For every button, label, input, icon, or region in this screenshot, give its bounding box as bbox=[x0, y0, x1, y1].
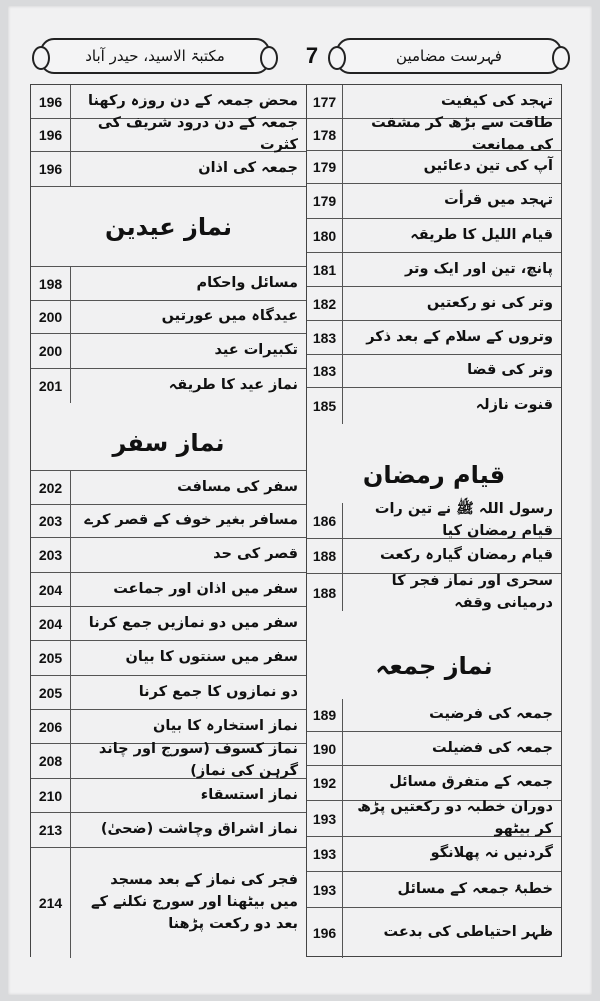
toc-entry-title: سفر میں دو نمازیں جمع کرنا bbox=[88, 614, 298, 631]
toc-entry bbox=[31, 152, 306, 187]
toc-left-column bbox=[30, 84, 306, 957]
toc-page-number: 189 bbox=[307, 699, 343, 731]
toc-page-number: 185 bbox=[307, 388, 343, 424]
toc-page-number: 183 bbox=[307, 321, 343, 354]
toc-entry-title: رسول اللہ ﷺ نے تین رات قیام رمضان کیا bbox=[374, 500, 553, 539]
toc-entry-title: نماز استخارہ کا بیان bbox=[152, 717, 298, 734]
toc-entry-title: قنوت نازلہ bbox=[475, 397, 553, 414]
toc-entry-title: فجر کی نماز کے بعد مسجد میں بیٹھنا اور سورج نکلنے کے بعد دو رکعت پڑھنا bbox=[90, 872, 298, 932]
toc-entry bbox=[31, 779, 306, 813]
toc-page-number: 202 bbox=[31, 471, 71, 504]
toc-page-number: 208 bbox=[31, 744, 71, 778]
toc-entry bbox=[307, 908, 561, 958]
toc-entry bbox=[31, 676, 306, 710]
toc-entry bbox=[307, 219, 561, 253]
toc-page-number: 183 bbox=[307, 355, 343, 387]
toc-page-number: 214 bbox=[31, 848, 71, 958]
toc-entry-title: ظہر احتیاطی کی بدعت bbox=[383, 924, 553, 941]
section-label: فہرست مضامین bbox=[396, 47, 502, 65]
toc-entry bbox=[31, 607, 306, 641]
toc-page-number: 192 bbox=[307, 766, 343, 800]
toc-entry-title: وتر کی نو رکعتیں bbox=[426, 294, 553, 311]
toc-entry bbox=[307, 355, 561, 388]
toc-entry-title: وتروں کے سلام کے بعد ذکر bbox=[366, 328, 553, 345]
toc-page-number: 182 bbox=[307, 287, 343, 320]
toc-entry bbox=[31, 741, 306, 779]
toc-entry bbox=[307, 798, 561, 837]
toc-page-number: 196 bbox=[307, 908, 343, 958]
section-heading: قیام رمضان bbox=[362, 461, 506, 489]
toc-entry bbox=[31, 301, 306, 334]
toc-entry bbox=[31, 848, 306, 958]
section-heading: نماز جمعہ bbox=[375, 652, 493, 680]
toc-entry-title: جمعہ کے متفرق مسائل bbox=[389, 774, 553, 791]
toc-page-number: 188 bbox=[307, 539, 343, 573]
toc-entry bbox=[307, 766, 561, 801]
toc-page-number: 188 bbox=[307, 574, 343, 611]
toc-page-number: 204 bbox=[31, 573, 71, 606]
toc-page-number: 179 bbox=[307, 184, 343, 218]
toc-entry-title: سفر میں سنتوں کا بیان bbox=[125, 649, 298, 666]
toc-page-number: 201 bbox=[31, 369, 71, 403]
toc-entry-title: گردنیں نہ پھلانگو bbox=[430, 845, 553, 862]
toc-entry bbox=[307, 837, 561, 872]
publisher-label: مکتبۃ الاسید، حیدر آباد bbox=[85, 47, 225, 65]
toc-entry bbox=[31, 573, 306, 607]
toc-page-number: 210 bbox=[31, 779, 71, 812]
toc-entry-title: تہجد میں قرأت bbox=[444, 192, 553, 209]
toc-entry bbox=[31, 471, 306, 505]
section-heading: نماز سفر bbox=[31, 415, 306, 471]
toc-entry bbox=[31, 115, 306, 153]
toc-page-number: 205 bbox=[31, 676, 71, 709]
toc-page-number: 179 bbox=[307, 151, 343, 183]
toc-entry-title: سفر کی مسافت bbox=[177, 478, 298, 495]
toc-entry bbox=[31, 334, 306, 369]
toc-entry bbox=[31, 267, 306, 301]
toc-entry-title: آپ کی تین دعائیں bbox=[423, 158, 553, 175]
toc-entry bbox=[307, 574, 561, 611]
toc-page-number: 181 bbox=[307, 253, 343, 286]
toc-page-number: 203 bbox=[31, 505, 71, 537]
section-header bbox=[336, 38, 562, 74]
toc-entry-title: مسافر بغیر خوف کے قصر کرے bbox=[84, 512, 298, 529]
toc-entry bbox=[307, 500, 561, 539]
toc-page-number: 177 bbox=[307, 85, 343, 118]
toc-entry-title: جمعہ کی فضیلت bbox=[431, 739, 553, 756]
toc-entry bbox=[31, 813, 306, 848]
toc-entry bbox=[307, 388, 561, 424]
toc-entry bbox=[307, 253, 561, 287]
toc-entry-title: جمعہ کی اذان bbox=[198, 160, 298, 177]
toc-page-number: 193 bbox=[307, 837, 343, 871]
toc-entry-title: جمعہ کے دن درود شریف کی کثرت bbox=[97, 115, 298, 153]
toc-entry bbox=[307, 872, 561, 908]
toc-entry-title: تکبیرات عید bbox=[214, 342, 298, 359]
toc-entry-title: جمعہ کی فرضیت bbox=[429, 706, 553, 723]
toc-entry bbox=[31, 641, 306, 676]
toc-entry bbox=[307, 114, 561, 153]
toc-entry bbox=[307, 699, 561, 732]
toc-entry bbox=[307, 287, 561, 321]
toc-page-number: 203 bbox=[31, 538, 71, 572]
toc-entry-title: عیدگاہ میں عورتیں bbox=[161, 308, 298, 325]
toc-page-number: 180 bbox=[307, 219, 343, 252]
toc-page-number: 196 bbox=[31, 152, 71, 186]
toc-entry-title: طاقت سے بڑھ کر مشقت کی ممانعت bbox=[371, 114, 553, 153]
toc-entry-title: نماز اشراق وچاشت (ضحیٰ) bbox=[100, 821, 298, 838]
toc-entry-title: نماز کسوف (سورج اور چاند گرہن کی نماز) bbox=[98, 741, 298, 779]
page-number: 7 bbox=[305, 43, 319, 68]
toc-page-number: 206 bbox=[31, 710, 71, 743]
toc-page-number: 213 bbox=[31, 813, 71, 847]
toc-page-number: 193 bbox=[307, 872, 343, 907]
toc-page-number: 200 bbox=[31, 301, 71, 333]
toc-entry-title: پانچ، تین اور ایک وتر bbox=[405, 260, 553, 277]
toc-page-number: 205 bbox=[31, 641, 71, 675]
toc-entry bbox=[31, 369, 306, 403]
toc-page-number: 190 bbox=[307, 732, 343, 765]
toc-page-number: 204 bbox=[31, 607, 71, 640]
toc-entry bbox=[31, 538, 306, 573]
toc-entry-title: وتر کی قضا bbox=[467, 362, 553, 379]
toc-page-number: 186 bbox=[307, 503, 343, 538]
toc-entry-title: نماز استسقاء bbox=[200, 786, 298, 803]
toc-entry-title: خطبۂ جمعہ کے مسائل bbox=[397, 880, 553, 897]
toc-entry-title: قصر کی حد bbox=[213, 546, 298, 563]
toc-page-number: 178 bbox=[307, 119, 343, 150]
toc-entry bbox=[31, 505, 306, 538]
publisher-header bbox=[40, 38, 270, 74]
toc-entry bbox=[307, 539, 561, 574]
toc-entry-title: نماز عید کا طریقہ bbox=[168, 377, 298, 394]
toc-right-column bbox=[306, 84, 562, 957]
toc-entry-title: قیام اللیل کا طریقہ bbox=[410, 226, 553, 243]
toc-entry-title: قیام رمضان گیارہ رکعت bbox=[379, 547, 553, 564]
toc-entry bbox=[307, 321, 561, 355]
toc-entry-title: تہجد کی کیفیت bbox=[440, 92, 553, 109]
toc-page-number: 196 bbox=[31, 85, 71, 118]
toc-entry-title: محض جمعہ کے دن روزہ رکھنا bbox=[88, 92, 298, 109]
toc-entry-title: دو نمازوں کا جمع کرنا bbox=[138, 683, 298, 700]
toc-page-number: 198 bbox=[31, 267, 71, 300]
toc-entry bbox=[307, 151, 561, 184]
toc-page-number: 200 bbox=[31, 334, 71, 368]
toc-entry-title: سفر میں اذان اور جماعت bbox=[113, 580, 298, 597]
toc-page-number: 193 bbox=[307, 801, 343, 836]
toc-entry bbox=[307, 184, 561, 219]
toc-entry-title: دوران خطبہ دو رکعتیں پڑھ کر بیٹھو bbox=[357, 798, 553, 837]
section-heading: نماز عیدین bbox=[31, 187, 306, 267]
toc-entry bbox=[307, 732, 561, 766]
toc-page-number: 196 bbox=[31, 119, 71, 151]
toc-entry-title: سحری اور نماز فجر کا درمیانی وقفہ bbox=[391, 572, 553, 611]
toc-entry-title: مسائل واحکام bbox=[196, 274, 298, 291]
